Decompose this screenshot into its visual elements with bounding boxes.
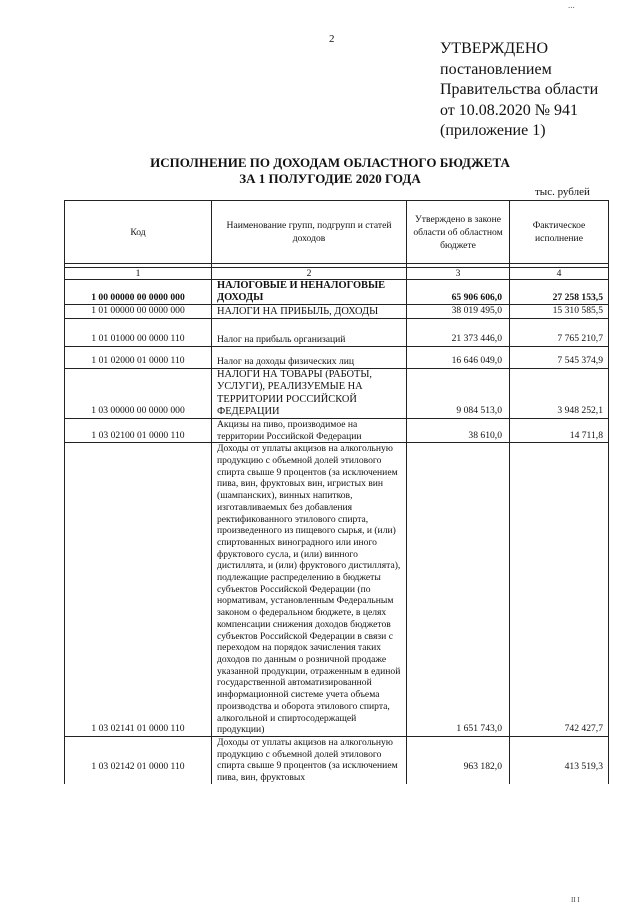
header-actual: Фактическое исполнение bbox=[510, 201, 609, 264]
row-code: 1 03 02141 01 0000 110 bbox=[65, 443, 212, 737]
row-actual: 742 427,7 bbox=[510, 443, 609, 737]
row-approved: 38 019 495,0 bbox=[407, 305, 510, 319]
row-code: 1 00 00000 00 0000 000 bbox=[65, 280, 212, 305]
row-approved: 21 373 446,0 bbox=[407, 319, 510, 347]
row-actual: 3 948 252,1 bbox=[510, 369, 609, 419]
row-code: 1 03 02142 01 0000 110 bbox=[65, 736, 212, 783]
row-approved: 38 610,0 bbox=[407, 418, 510, 442]
row-actual: 7 765 210,7 bbox=[510, 319, 609, 347]
row-approved: 16 646 049,0 bbox=[407, 347, 510, 369]
footer-mark: II I bbox=[571, 896, 580, 904]
approval-stamp bbox=[440, 39, 598, 142]
corner-mark: ... bbox=[568, 0, 575, 10]
row-code: 1 01 00000 00 0000 000 bbox=[65, 305, 212, 319]
table-row bbox=[65, 736, 609, 783]
table-row bbox=[65, 369, 609, 419]
row-name: НАЛОГИ НА ПРИБЫЛЬ, ДОХОДЫ bbox=[212, 305, 407, 319]
row-actual: 15 310 585,5 bbox=[510, 305, 609, 319]
title-line: ИСПОЛНЕНИЕ ПО ДОХОДАМ ОБЛАСТНОГО БЮДЖЕТА bbox=[150, 155, 510, 170]
budget-table bbox=[64, 200, 609, 784]
approval-line: постановлением bbox=[440, 60, 552, 78]
row-approved: 1 651 743,0 bbox=[407, 443, 510, 737]
document-title bbox=[60, 155, 600, 187]
row-name: НАЛОГИ НА ТОВАРЫ (РАБОТЫ, УСЛУГИ), РЕАЛИЗУЕМЫЕ НА ТЕРРИТОРИИ РОССИЙСКОЙ ФЕДЕРАЦИИ bbox=[212, 369, 407, 419]
row-code: 1 03 00000 00 0000 000 bbox=[65, 369, 212, 419]
column-number: 4 bbox=[510, 268, 609, 280]
table-row bbox=[65, 418, 609, 442]
row-name: НАЛОГОВЫЕ И НЕНАЛОГОВЫЕ ДОХОДЫ bbox=[212, 280, 407, 305]
approval-line: УТВЕРЖДЕНО bbox=[440, 40, 549, 57]
row-actual: 413 519,3 bbox=[510, 736, 609, 783]
table-row bbox=[65, 305, 609, 319]
approval-line: Правительства области bbox=[440, 81, 599, 98]
row-name: Доходы от уплаты акцизов на алкогольную продукцию с объемной долей этилового спирта свыше 9 процентов (за исключением пива, вин, фруктовых вин, игристых вин (шампанских), винных напитков, изготавливаемых без добавления ректификованного этилового спирта, произведенного из пищевого сырья, и (или) спиртованных виноградного или иного фруктового сусла, и (или) винного дистиллята, и (или) фруктового дистиллята), подлежащие распределению в бюджеты субъектов Российской Федерации (по нормативам, установленным Федеральным законом о федеральном бюджете, в целях компенсации снижения доходов бюджетов субъектов Российской Федерации в связи с переходом на порядок зачисления таких доходов по данным о розничной продаже указанной продукции, отраженным в единой государственной автоматизированной информационной системе учета объема производства и оборота этилового спирта, алкогольной и спиртосодержащей продукции) bbox=[212, 443, 407, 737]
column-number: 1 bbox=[65, 268, 212, 280]
table-row bbox=[65, 319, 609, 347]
header-code: Код bbox=[65, 201, 212, 264]
row-approved: 9 084 513,0 bbox=[407, 369, 510, 419]
table-row bbox=[65, 347, 609, 369]
row-name: Налог на прибыль организаций bbox=[212, 319, 407, 347]
row-code: 1 01 02000 01 0000 110 bbox=[65, 347, 212, 369]
table-row bbox=[65, 280, 609, 305]
row-approved: 65 906 606,0 bbox=[407, 280, 510, 305]
column-number: 3 bbox=[407, 268, 510, 280]
row-actual: 7 545 374,9 bbox=[510, 347, 609, 369]
page-number: 2 bbox=[329, 33, 335, 45]
title-line: ЗА 1 ПОЛУГОДИЕ 2020 ГОДА bbox=[239, 171, 421, 186]
table-header-row bbox=[65, 201, 609, 264]
table-row bbox=[65, 443, 609, 737]
column-number-row bbox=[65, 268, 609, 280]
row-actual: 14 711,8 bbox=[510, 418, 609, 442]
row-actual: 27 258 153,5 bbox=[510, 280, 609, 305]
approval-line: (приложение 1) bbox=[440, 122, 546, 139]
column-number: 2 bbox=[212, 268, 407, 280]
row-name: Акцизы на пиво, производимое на территории Российской Федерации bbox=[212, 418, 407, 442]
approval-line: от 10.08.2020 № 941 bbox=[440, 101, 579, 119]
row-code: 1 01 01000 00 0000 110 bbox=[65, 319, 212, 347]
header-name: Наименование групп, подгрупп и статей доходов bbox=[212, 201, 407, 264]
row-name: Налог на доходы физических лиц bbox=[212, 347, 407, 369]
row-approved: 963 182,0 bbox=[407, 736, 510, 783]
header-approved: Утверждено в законе области об областном бюджете bbox=[407, 201, 510, 264]
row-name: Доходы от уплаты акцизов на алкогольную продукцию с объемной долей этилового спирта свыше 9 процентов (за исключением пива, вин, фруктовых bbox=[212, 736, 407, 783]
unit-label: тыс. рублей bbox=[535, 186, 590, 198]
row-code: 1 03 02100 01 0000 110 bbox=[65, 418, 212, 442]
